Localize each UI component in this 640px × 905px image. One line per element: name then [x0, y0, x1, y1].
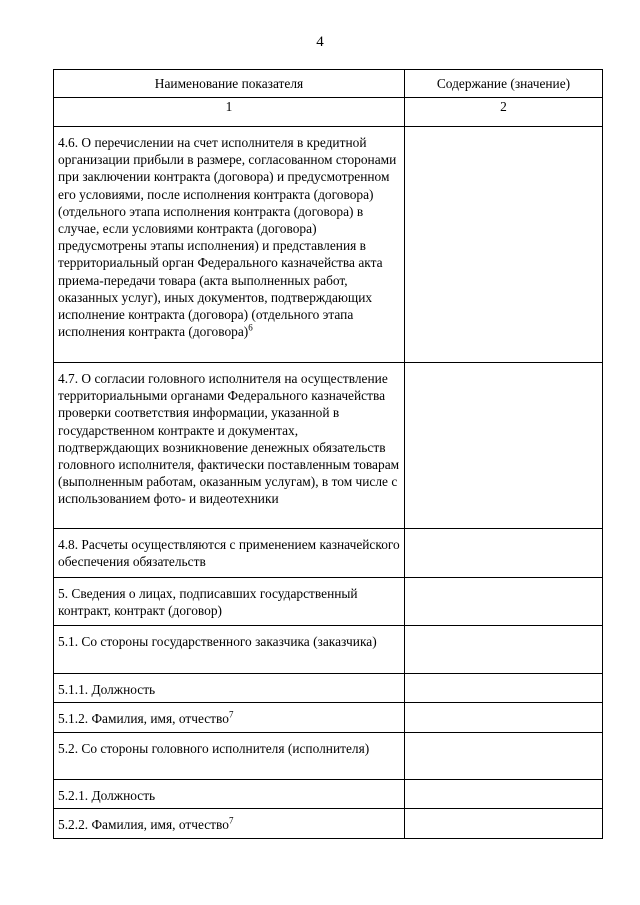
row-label: 5.1. Со стороны государственного заказчика (заказчика) [54, 626, 405, 674]
table-header-row [54, 70, 603, 98]
table-row-5 [54, 578, 603, 626]
header-content-value: Содержание (значение) [405, 70, 603, 98]
header-indicator-name: Наименование показателя [54, 70, 405, 98]
row-label: 5.2.1. Должность [54, 780, 405, 809]
column-number-1: 1 [54, 98, 405, 127]
table-row-5-2-2 [54, 809, 603, 839]
table-row-4-8 [54, 529, 603, 578]
table-row-4-7 [54, 363, 603, 529]
row-value [405, 780, 603, 809]
table-row-5-2-1 [54, 780, 603, 809]
indicator-table [53, 69, 603, 839]
table-row-4-6 [54, 127, 603, 363]
table-row-5-1 [54, 626, 603, 674]
row-value [405, 674, 603, 703]
row-value [405, 809, 603, 839]
table-row-5-1-2 [54, 703, 603, 733]
column-number-row [54, 98, 603, 127]
row-label: 4.8. Расчеты осуществляются с применением казначейского обеспечения обязательств [54, 529, 405, 578]
table-row-5-1-1 [54, 674, 603, 703]
row-label: 5.1.1. Должность [54, 674, 405, 703]
footnote-marker: 7 [228, 815, 234, 826]
row-value [405, 733, 603, 780]
column-number-2: 2 [405, 98, 603, 127]
row-value [405, 127, 603, 363]
row-value [405, 703, 603, 733]
page-number: 4 [316, 34, 324, 50]
row-label: 5. Сведения о лицах, подписавших государственный контракт, контракт (договор) [54, 578, 405, 626]
footnote-marker: 7 [228, 709, 234, 720]
row-label: 4.7. О согласии головного исполнителя на осуществление территориальными органами Федерального казначейства проверки соответствия информации, указанной в государственном контракте и документах, подтверждающих возникновение денежных обязательств головного исполнителя, фактически поставленным товарам (выполненным работам, оказанным услугам), в том числе с использованием фото- и видеотехники [54, 363, 405, 529]
row-value [405, 626, 603, 674]
row-label: 5.1.2. Фамилия, имя, отчество$^7$ [54, 703, 405, 733]
footnote-marker: 6 [248, 322, 253, 333]
row-label: 5.2.2. Фамилия, имя, отчество$^7$ [54, 809, 405, 839]
row-value [405, 578, 603, 626]
row-value [405, 529, 603, 578]
row-label: 5.2. Со стороны головного исполнителя (исполнителя) [54, 733, 405, 780]
table-row-5-2 [54, 733, 603, 780]
row-label: 4.6. О перечислении на счет исполнителя в кредитной организации прибыли в размере, согласованном сторонами при заключении контракта (договора) и предусмотренном его условиями, после исполнения контракта (договора) (отдельного этапа исполнения контракта (договора) в случае, если условиями контракта (договора) предусмотрены этапы исполнения) и представления в территориальный орган Федерального казначейства акта приема-передачи товара (акта выполненных работ, оказанных услуг), иных документов, подтверждающих исполнение контракта (договора) (отдельного этапа исполнения контракта (договора)$^6$ [54, 127, 405, 363]
row-value [405, 363, 603, 529]
